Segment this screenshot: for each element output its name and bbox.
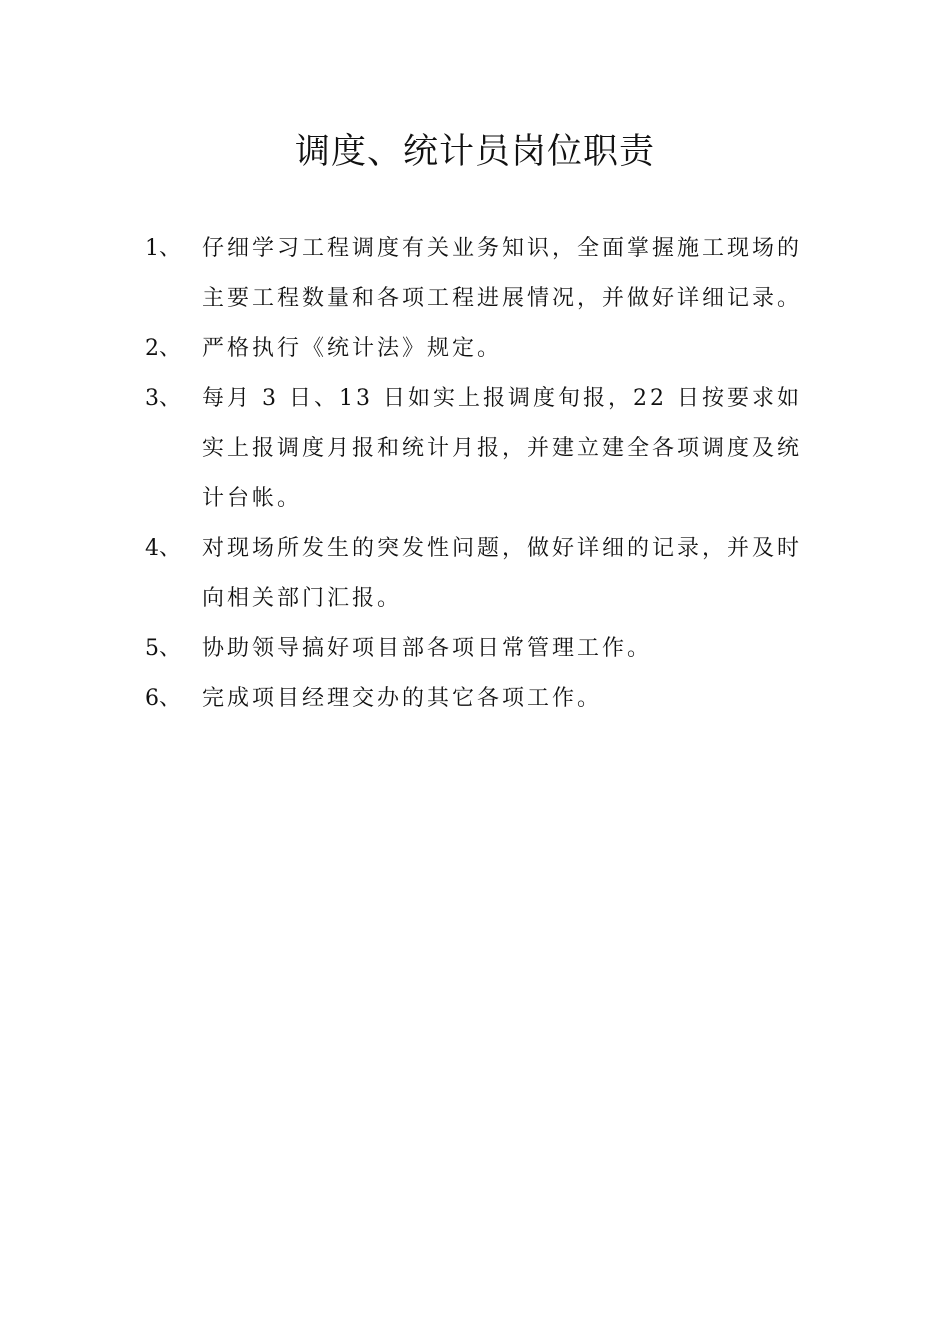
item-text: 仔细学习工程调度有关业务知识，全面掌握施工现场的主要工程数量和各项工程进展情况，并做好详细记录。: [202, 236, 803, 311]
item-number: 1、: [145, 236, 181, 261]
item-number: 5、: [145, 636, 181, 661]
page-title: 调度、统计员岗位职责: [294, 132, 655, 172]
item-text: 对现场所发生的突发性问题，做好详细的记录，并及时向相关部门汇报。: [202, 536, 803, 611]
item-number: 3、: [145, 386, 181, 411]
list-item: [145, 224, 820, 324]
list-item: [145, 674, 820, 724]
list-item: [145, 624, 820, 674]
list-item: [145, 524, 820, 624]
item-text: 每月 3 日、13 日如实上报调度旬报，22 日按要求如实上报调度月报和统计月报，并建立建全各项调度及统计台帐。: [202, 386, 803, 511]
list-item: [145, 374, 820, 524]
item-number: 2、: [145, 336, 181, 361]
item-number: 4、: [145, 536, 181, 561]
item-text: 协助领导搞好项目部各项日常管理工作。: [202, 636, 653, 661]
item-text: 严格执行《统计法》规定。: [202, 336, 503, 361]
item-number: 6、: [145, 686, 181, 711]
responsibility-list: [145, 224, 820, 724]
list-item: [145, 324, 820, 374]
item-text: 完成项目经理交办的其它各项工作。: [202, 686, 603, 711]
